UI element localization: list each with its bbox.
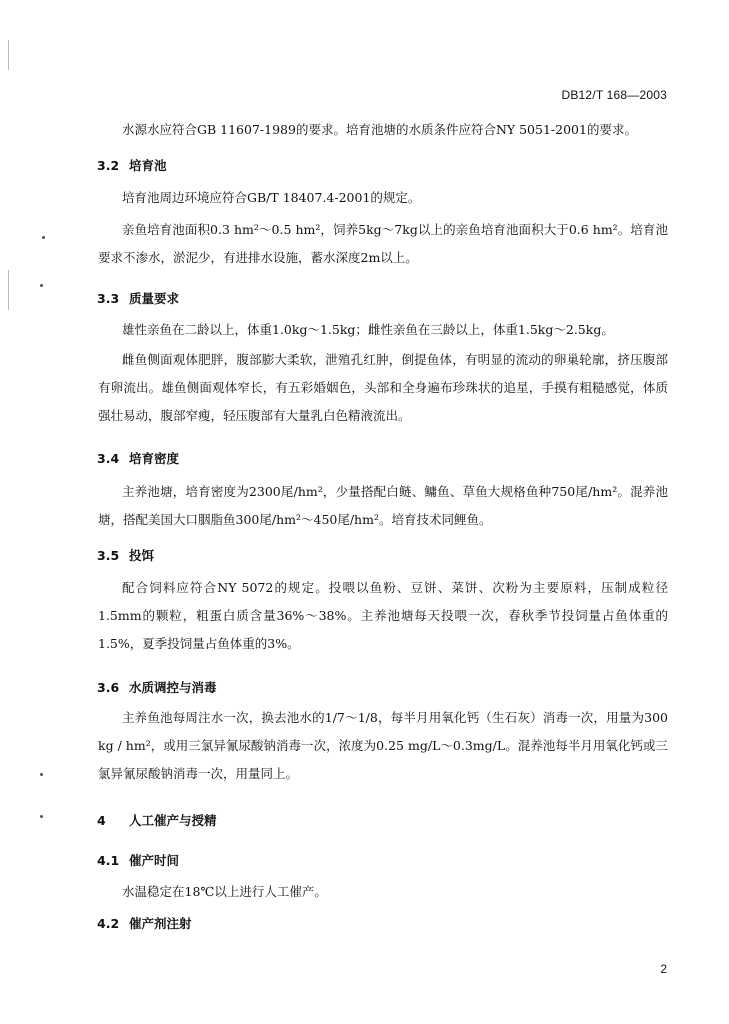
- section-title: 催产剂注射: [129, 916, 192, 931]
- section-number: 4.1: [97, 853, 120, 868]
- paragraph: 配合饲料应符合NY 5072的规定。投喂以鱼粉、豆饼、菜饼、次粉为主要原料，压制成粒径1.5mm的颗粒，粗蛋白质含量36%～38%。主养池塘每天投喂一次，春秋季节投饲量占鱼体重的1.5%，夏季投饲量占鱼体重的3%。: [98, 580, 668, 651]
- paragraph: 水温稳定在18℃以上进行人工催产。: [122, 884, 327, 899]
- section-title: 催产时间: [129, 853, 180, 868]
- section-number: 4.2: [97, 916, 120, 931]
- paragraph: 主养池塘，培育密度为2300尾/hm²，少量搭配白鲢、鳙鱼、草鱼大规格鱼种750尾/hm²。混养池塘，搭配美国大口胭脂鱼300尾/hm²～450尾/hm²。培育技术同鲤鱼。: [98, 484, 668, 527]
- scan-speck: [40, 773, 43, 776]
- section-number: 3.2: [97, 158, 120, 173]
- section-heading-3-5: [97, 546, 154, 564]
- section-number: 3.5: [97, 548, 120, 563]
- paragraph: 主养鱼池每周注水一次，换去池水的1/7～1/8，每半月用氧化钙（生石灰）消毒一次，用量为300 kg / hm²，或用三氯异氰尿酸钠消毒一次，浓度为0.25 mg/L～0.3mg/L。混养池每半月用氧化钙或三氯异氰尿酸钠消毒一次，用量同上。: [98, 710, 668, 781]
- scan-edge-mark: [8, 270, 9, 310]
- section-title: 人工催产与授精: [129, 813, 217, 828]
- section-title: 水质调控与消毒: [129, 680, 217, 695]
- paragraph: 亲鱼培育池面积0.3 hm²～0.5 hm²，饲养5kg～7kg以上的亲鱼培育池面积大于0.6 hm²。培育池要求不渗水，淤泥少，有进排水设施，蓄水深度2m以上。: [98, 222, 668, 265]
- paragraph: 水源水应符合GB 11607-1989的要求。培育池塘的水质条件应符合NY 5051-2001的要求。: [122, 122, 637, 137]
- section-number: 3.6: [97, 680, 120, 695]
- section-heading-4: [97, 811, 217, 829]
- section-heading-3-2: [97, 156, 167, 174]
- scan-speck: [40, 284, 43, 287]
- section-title: 培育池: [129, 158, 167, 173]
- section-number: 4: [97, 813, 106, 828]
- section-title: 质量要求: [129, 291, 180, 306]
- standard-code-header: DB12/T 168—2003: [561, 88, 667, 102]
- section-number: 3.4: [97, 451, 120, 466]
- section-title: 投饵: [129, 548, 155, 563]
- paragraph: 培育池周边环境应符合GB/T 18407.4-2001的规定。: [122, 190, 421, 205]
- section-heading-3-3: [97, 289, 179, 307]
- section-title: 培育密度: [129, 451, 180, 466]
- scan-speck: [40, 815, 43, 818]
- section-heading-4-2: [97, 914, 192, 932]
- scan-speck: [42, 236, 45, 239]
- scan-edge-mark: [8, 40, 9, 70]
- section-heading-3-4: [97, 449, 179, 467]
- section-number: 3.3: [97, 291, 120, 306]
- paragraph: 雄性亲鱼在二龄以上，体重1.0kg～1.5kg；雌性亲鱼在三龄以上，体重1.5kg～2.5kg。: [122, 322, 614, 337]
- page-number: 2: [660, 962, 667, 976]
- section-heading-3-6: [97, 678, 217, 696]
- paragraph: 雌鱼侧面观体肥胖，腹部膨大柔软，泄殖孔红肿，倒提鱼体，有明显的流动的卵巢轮廓，挤压腹部有卵流出。雄鱼侧面观体窄长，有五彩婚姻色，头部和全身遍布珍珠状的追星，手摸有粗糙感觉，体质强壮易动，腹部窄瘦，轻压腹部有大量乳白色精液流出。: [98, 352, 668, 423]
- section-heading-4-1: [97, 851, 179, 869]
